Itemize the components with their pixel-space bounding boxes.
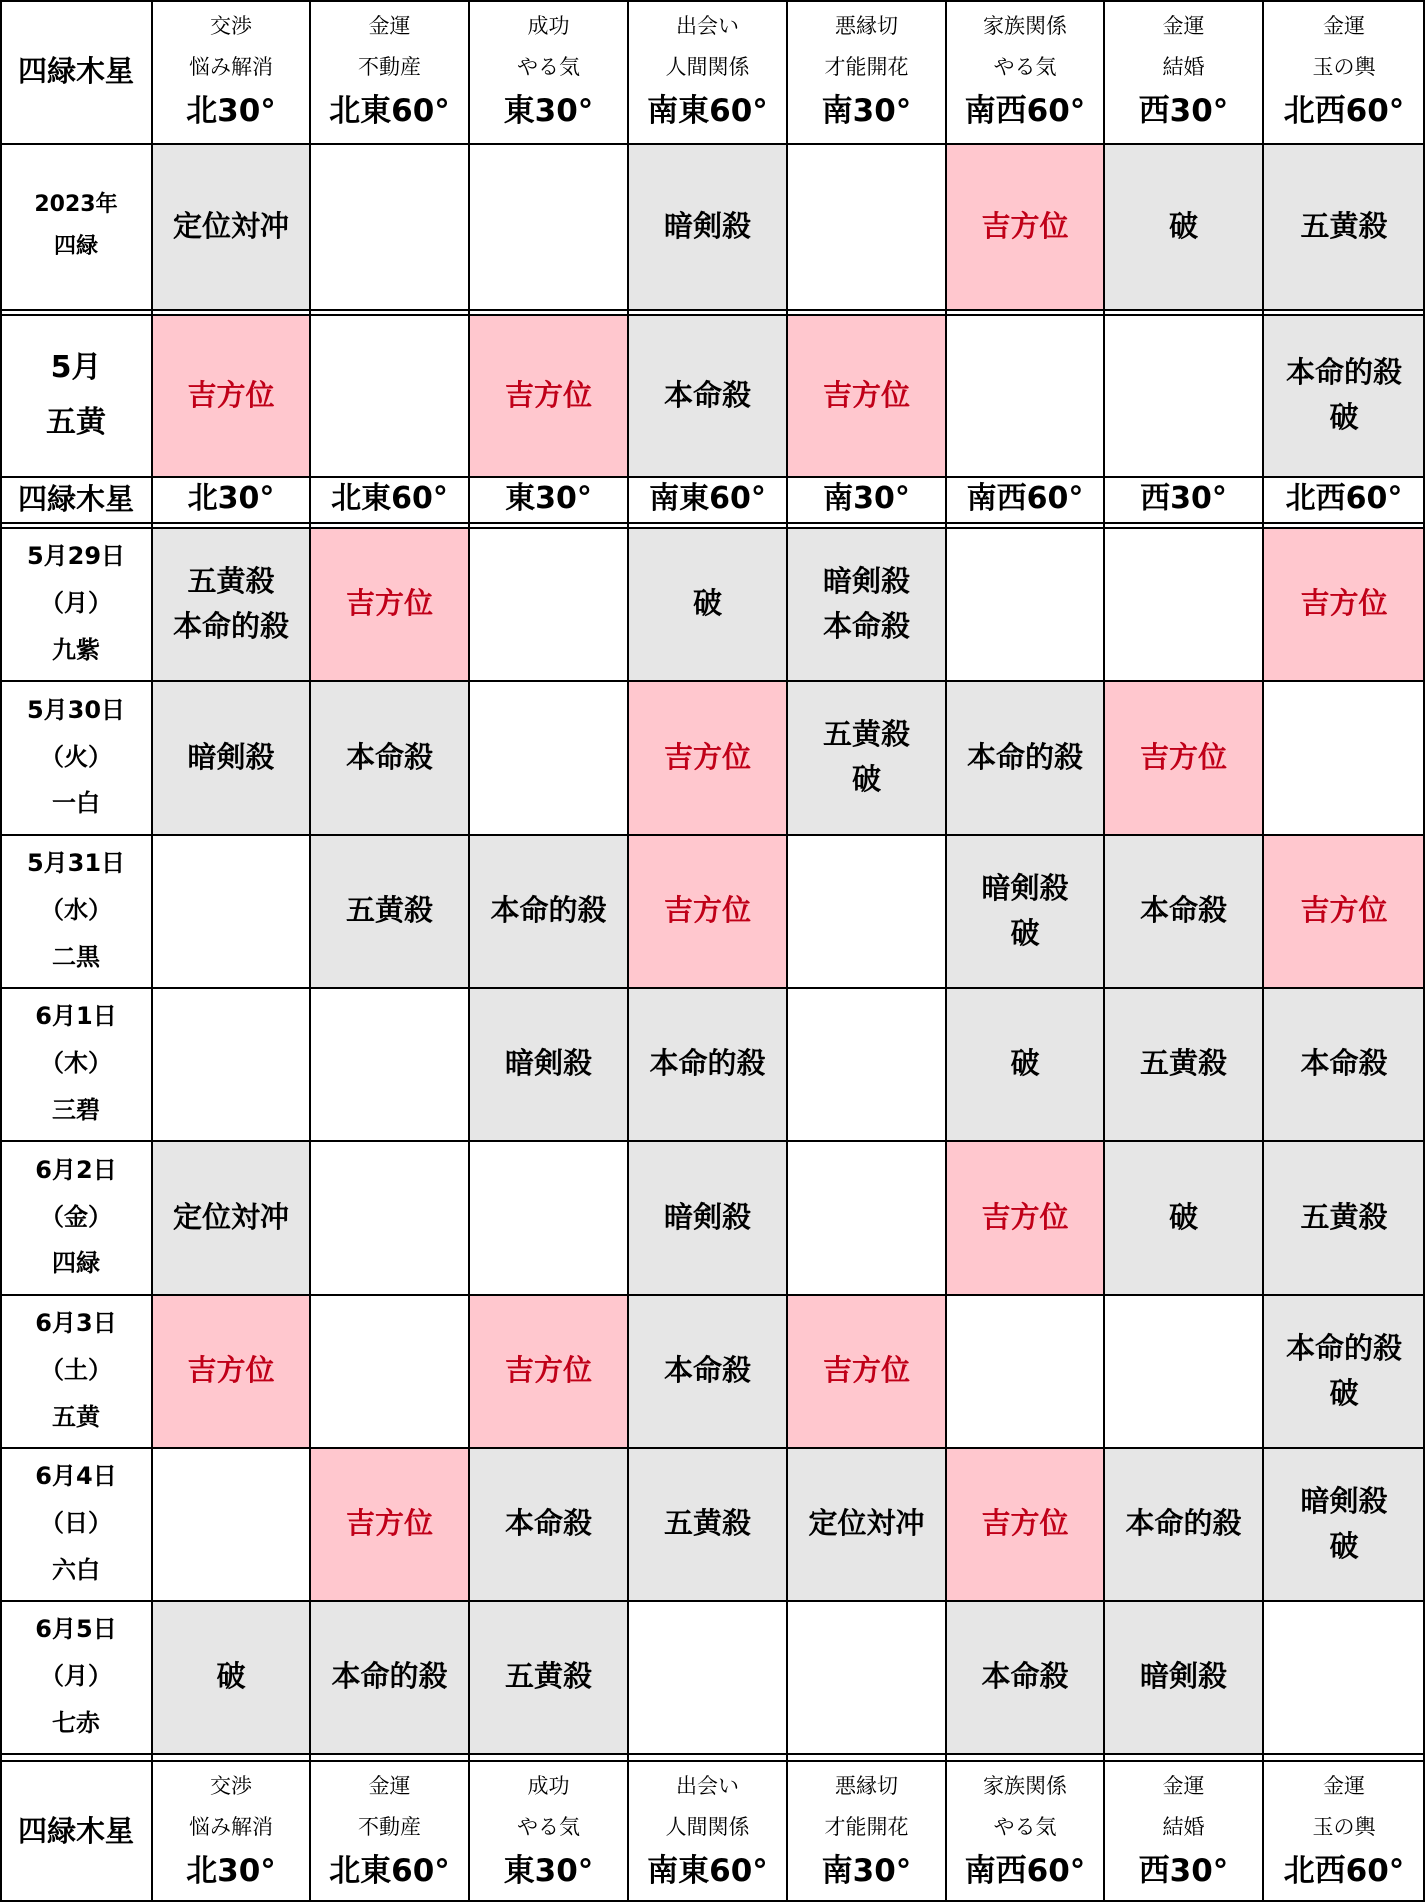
empty-cell [310,1140,469,1294]
empty-cell [787,143,946,309]
direction-tag: 金運 [1323,1774,1365,1798]
top-header-direction-4 [787,0,946,143]
direction-degree: 北30° [186,93,276,129]
fortune-cell: 吉方位 [152,314,310,476]
row-label: 6月5日 （月） 七赤 [35,1615,117,1737]
footer-header-star-label: 四緑木星 [17,1813,134,1848]
empty-cell [310,143,469,309]
strip-direction: 西30° [1140,480,1227,516]
direction-tag: 不動産 [358,55,421,79]
fortune-cell: 本命殺 [310,680,469,834]
top-header-direction-0 [152,0,310,143]
direction-tag: 悪縁切 [835,1774,898,1798]
fortune-cell: 五黄殺 [310,834,469,987]
fortune-cell: 吉方位 [628,834,787,987]
fortune-cell: 本命殺 [628,314,787,476]
divider [468,0,470,1902]
fortune-cell: 本命的殺 [310,1600,469,1753]
divider [786,0,788,1902]
direction-tag: やる気 [517,55,580,79]
direction-degree: 南30° [821,93,912,129]
strip-direction: 南30° [823,480,910,516]
row-label: 6月4日 （日） 六白 [35,1462,117,1584]
fortune-cell: 定位対冲 [787,1447,946,1600]
fortune-cell: 破 [946,987,1104,1140]
fortune-cell: 破 [1104,1140,1263,1294]
footer-header-direction-6 [1104,1760,1263,1902]
fortune-cell: 吉方位 [946,1447,1104,1600]
empty-cell [787,834,946,987]
strip-direction: 南西60° [966,480,1084,516]
fortune-cell: 本命的殺 破 [1263,1294,1425,1447]
fortune-cell: 暗剣殺 [628,1140,787,1294]
top-header-direction-3 [628,0,787,143]
fortune-cell: 吉方位 [469,314,628,476]
divider [0,522,1425,524]
fortune-cell: 本命殺 [469,1447,628,1600]
divider [627,0,629,1902]
fortune-cell: 破 [628,527,787,680]
divider [151,0,153,1902]
divider [0,1140,1425,1142]
fortune-cell: 吉方位 [310,527,469,680]
direction-tag: 出会い [676,1774,739,1798]
direction-tag: 金運 [368,14,411,38]
direction-degree: 東30° [503,93,594,129]
empty-cell [469,680,628,834]
direction-tag: やる気 [993,1815,1057,1839]
empty-cell [1263,1600,1425,1753]
empty-cell [152,834,310,987]
fortune-cell: 暗剣殺 [469,987,628,1140]
direction-tag: やる気 [517,1815,580,1839]
direction-degree: 南東60° [647,93,768,129]
footer-header-direction-2 [469,1760,628,1902]
direction-tag: 金運 [1162,1774,1205,1798]
divider [0,143,1425,145]
direction-degree: 北30° [186,1853,276,1889]
direction-degree: 西30° [1138,93,1229,129]
strip-direction: 北30° [187,480,275,516]
direction-tag: 成功 [527,14,570,38]
fortune-cell: 破 [1104,143,1263,309]
fortune-cell: 五黄殺 [469,1600,628,1753]
fortune-cell: 本命的殺 [946,680,1104,834]
row-label: 6月3日 （土） 五黄 [35,1309,117,1431]
fortune-cell: 本命的殺 破 [1263,314,1425,476]
fortune-cell: 吉方位 [1263,834,1425,987]
direction-tag: 家族関係 [983,1774,1067,1798]
fortune-cell: 吉方位 [787,1294,946,1447]
direction-tag: 悩み解消 [189,1815,273,1839]
direction-degree: 南西60° [964,1853,1086,1889]
direction-tag: 成功 [527,1774,570,1798]
empty-cell [469,143,628,309]
divider [309,0,311,1902]
divider [0,834,1425,836]
fortune-cell: 吉方位 [469,1294,628,1447]
fortune-cell: 暗剣殺 破 [1263,1447,1425,1600]
row-label: 5月29日 （月） 九紫 [26,542,126,664]
empty-cell [469,527,628,680]
strip-direction: 北東60° [331,480,448,516]
top-header-star-label: 四緑木星 [17,54,134,89]
fortune-cell: 定位対冲 [152,143,310,309]
fortune-cell: 本命殺 [1263,987,1425,1140]
top-header-direction-6 [1104,0,1263,143]
empty-cell [1104,527,1263,680]
direction-tag: 結婚 [1162,55,1205,79]
divider [1103,0,1105,1902]
fortune-cell: 五黄殺 本命的殺 [152,527,310,680]
fortune-cell: 五黄殺 破 [787,680,946,834]
direction-degree: 北西60° [1283,93,1405,129]
empty-cell [469,1140,628,1294]
footer-header-direction-1 [310,1760,469,1902]
direction-degree: 北東60° [329,1853,450,1889]
fortune-cell: 本命的殺 [1104,1447,1263,1600]
direction-degree: 南西60° [964,93,1086,129]
row-label: 5月 五黄 [46,349,106,440]
fortune-cell: 暗剣殺 本命殺 [787,527,946,680]
strip-direction: 東30° [505,480,592,516]
direction-tag: 悪縁切 [835,14,898,38]
top-header-direction-1 [310,0,469,143]
divider [0,987,1425,989]
strip-star-label: 四緑木星 [17,481,134,516]
fortune-cell: 破 [152,1600,310,1753]
divider [0,1447,1425,1449]
direction-tag: 玉の輿 [1312,1815,1376,1839]
divider [0,314,1425,316]
empty-cell [946,1294,1104,1447]
strip-direction: 北西60° [1285,480,1403,516]
direction-tag: やる気 [993,55,1057,79]
direction-tag: 家族関係 [983,14,1067,38]
empty-cell [946,314,1104,476]
fortune-cell: 吉方位 [628,680,787,834]
divider [0,309,1425,311]
fortune-cell: 暗剣殺 [152,680,310,834]
direction-degree: 西30° [1138,1853,1229,1889]
direction-degree: 南東60° [647,1853,768,1889]
fortune-cell: 本命殺 [628,1294,787,1447]
empty-cell [628,1600,787,1753]
fortune-cell: 吉方位 [310,1447,469,1600]
row-label: 5月30日 （火） 一白 [26,695,126,818]
footer-header-direction-5 [946,1760,1104,1902]
row-label: 2023年 四緑 [34,192,118,259]
empty-cell [152,987,310,1140]
empty-cell [152,1447,310,1600]
fortune-cell: 本命殺 [1104,834,1263,987]
fortune-cell: 吉方位 [152,1294,310,1447]
empty-cell [310,314,469,476]
fortune-cell: 暗剣殺 [1104,1600,1263,1753]
row-label: 5月31日 （水） 二黒 [26,849,126,971]
empty-cell [310,1294,469,1447]
footer-header-direction-7 [1263,1760,1425,1902]
divider [0,1600,1425,1602]
divider [945,0,947,1902]
empty-cell [1104,1294,1263,1447]
row-label: 6月2日 （金） 四緑 [35,1155,117,1278]
direction-tag: 金運 [1162,14,1205,38]
direction-degree: 南30° [821,1853,912,1889]
fortune-cell: 吉方位 [1263,527,1425,680]
footer-header-direction-3 [628,1760,787,1902]
direction-tag: 才能開花 [824,55,909,79]
fortune-cell: 吉方位 [787,314,946,476]
empty-cell [310,987,469,1140]
row-label: 6月1日 （木） 三碧 [35,1002,117,1124]
divider [0,0,2,1902]
direction-tag: 交渉 [210,14,252,38]
strip-direction: 南東60° [649,480,766,516]
direction-tag: 玉の輿 [1312,55,1376,79]
empty-cell [1263,680,1425,834]
empty-cell [1104,314,1263,476]
divider [0,1294,1425,1296]
direction-tag: 出会い [676,14,739,38]
divider [1262,0,1264,1902]
empty-cell [946,527,1104,680]
fortune-cell: 本命的殺 [469,834,628,987]
divider [0,476,1425,478]
direction-tag: 人間関係 [665,1815,750,1839]
footer-header-direction-0 [152,1760,310,1902]
fortune-cell: 吉方位 [946,1140,1104,1294]
top-header-direction-2 [469,0,628,143]
direction-tag: 金運 [1323,14,1365,38]
divider [0,680,1425,682]
divider [0,1760,1425,1762]
empty-cell [787,987,946,1140]
footer-header-direction-4 [787,1760,946,1902]
top-header-direction-7 [1263,0,1425,143]
fortune-cell: 暗剣殺 [628,143,787,309]
direction-tag: 不動産 [358,1815,421,1839]
fortune-cell: 五黄殺 [628,1447,787,1600]
fortune-cell: 本命殺 [946,1600,1104,1753]
divider [0,527,1425,529]
direction-tag: 金運 [368,1774,411,1798]
direction-tag: 才能開花 [824,1815,909,1839]
fortune-cell: 五黄殺 [1104,987,1263,1140]
fortune-cell: 本命的殺 [628,987,787,1140]
fortune-cell: 五黄殺 [1263,143,1425,309]
top-header-direction-5 [946,0,1104,143]
empty-cell [787,1600,946,1753]
divider [0,0,1425,2]
direction-tag: 交渉 [210,1774,252,1798]
fortune-cell: 定位対冲 [152,1140,310,1294]
fortune-cell: 五黄殺 [1263,1140,1425,1294]
fortune-cell: 吉方位 [1104,680,1263,834]
empty-cell [787,1140,946,1294]
divider [1423,0,1425,1902]
direction-degree: 北東60° [329,93,450,129]
direction-tag: 悩み解消 [189,55,273,79]
direction-tag: 人間関係 [665,55,750,79]
direction-degree: 北西60° [1283,1853,1405,1889]
fortune-cell: 吉方位 [946,143,1104,309]
fortune-cell: 暗剣殺 破 [946,834,1104,987]
direction-degree: 東30° [503,1853,594,1889]
divider [0,1753,1425,1755]
direction-tag: 結婚 [1162,1815,1205,1839]
